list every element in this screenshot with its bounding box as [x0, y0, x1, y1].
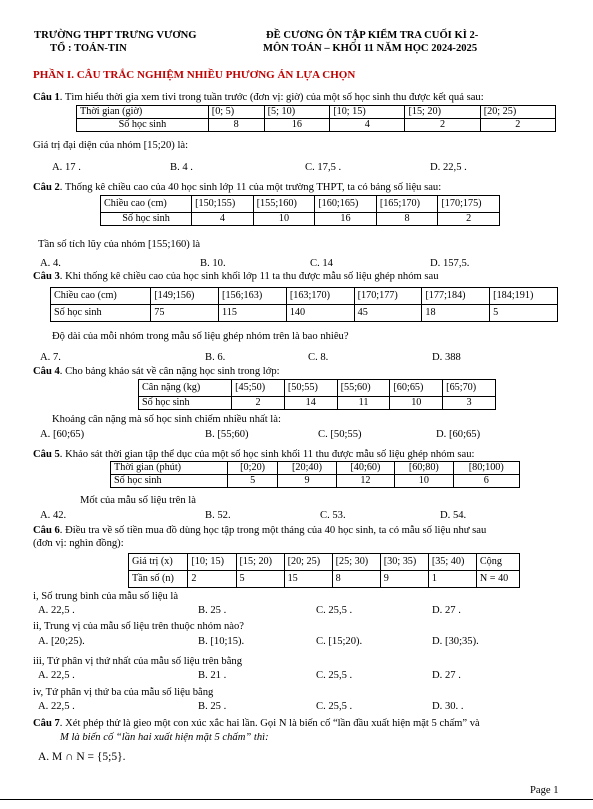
q6-iii-option-b: B. 21 . — [198, 670, 227, 681]
q1-option-b: B. 4 . — [170, 162, 193, 173]
q6-iii-option-d: D. 27 . — [432, 670, 461, 681]
q2-option-b: B. 10. — [200, 258, 226, 269]
q6-i-option-b: B. 25 . — [198, 605, 227, 616]
question-5: Câu 5. Khảo sát thời gian tập thể dục của một số học sinh khối 11 thu được mẫu số liệu ghép nhóm sau: — [33, 449, 475, 460]
page-number: Page 1 — [530, 785, 559, 796]
q4-prompt: Khoảng cân nặng mà số học sinh chiếm nhiều nhất là: — [52, 414, 281, 425]
q1-prompt: Giá trị đại diện của nhóm [15;20) là: — [33, 140, 189, 151]
q3-option-d: D. 388 — [432, 352, 461, 363]
q7-option-a: A. M ∩ N = {5;5}. — [38, 751, 126, 763]
q1-option-a: A. 17 . — [52, 162, 81, 173]
q6-sub-iii: iii, Tứ phân vị thứ nhất của mẫu số liệu trên bằng — [33, 656, 242, 667]
q2-prompt: Tần số tích lũy của nhóm [155;160) là — [38, 239, 201, 250]
q6-ii-option-a: A. [20;25). — [38, 636, 85, 647]
q6-i-option-a: A. 22,5 . — [38, 605, 75, 616]
q6-iv-option-b: B. 25 . — [198, 701, 227, 712]
question-2: Câu 2. Thống kê chiều cao của 40 học sinh lớp 11 của một trường THPT, ta có bảng số liệu sau: — [33, 182, 442, 193]
q5-prompt: Mốt của mẫu số liệu trên là — [80, 495, 196, 506]
q5-table: Thời gian (phút) [0;20) [20;40) [40;60) [60;80) [80;100) Số học sinh 5 9 12 10 6 — [110, 461, 520, 488]
q6-table: Giá trị (x) [10; 15) [15; 20) [20; 25) [25; 30) [30; 35) [35; 40) Cộng Tần số (n) 2 5 15 8 9 1 N = 40 — [128, 553, 520, 588]
q3-option-a: A. 7. — [40, 352, 61, 363]
q4-option-a: A. [60;65) — [40, 429, 85, 440]
q4-option-d: D. [60;65) — [436, 429, 481, 440]
q6-iv-option-a: A. 22,5 . — [38, 701, 75, 712]
q6-ii-option-b: B. [10;15). — [198, 636, 245, 647]
q2-table: Chiều cao (cm) [150;155) [155;160) [160;165) [165;170) [170;175) Số học sinh 4 10 16 8 2 — [100, 195, 500, 226]
footer-rule — [0, 799, 593, 800]
q6-iii-option-c: C. 25,5 . — [316, 670, 353, 681]
q2-option-c: C. 14 — [310, 258, 333, 269]
q6-sub-ii: ii, Trung vị của mẫu số liệu trên thuộc nhóm nào? — [33, 621, 244, 632]
q6-ii-option-c: C. [15;20). — [316, 636, 363, 647]
q6-i-option-d: D. 27 . — [432, 605, 461, 616]
q6-iii-option-a: A. 22,5 . — [38, 670, 75, 681]
q5-option-c: C. 53. — [320, 510, 346, 521]
q2-option-a: A. 4. — [40, 258, 61, 269]
q6-unit-note: (đơn vị: nghìn đồng): — [33, 538, 124, 549]
q7-line2: M là biến cố “lần hai xuất hiện mặt 5 chấm” thì: — [60, 732, 269, 743]
question-6: Câu 6. Điều tra về số tiền mua đồ dùng học tập trong một tháng của 40 học sinh, ta có mẫu số liệu như sau — [33, 525, 487, 536]
doc-title-line2: MÔN TOÁN – KHỐI 11 NĂM HỌC 2024-2025 — [263, 43, 478, 54]
q6-iv-option-c: C. 25,5 . — [316, 701, 353, 712]
q3-prompt: Độ dài của mỗi nhóm trong mẫu số liệu ghép nhóm trên là bao nhiêu? — [52, 331, 349, 342]
q1-table: Thời gian (giờ) [0; 5) [5; 10) [10; 15) [15; 20) [20; 25) Số học sinh 8 16 4 2 2 — [76, 105, 556, 132]
q6-i-option-c: C. 25,5 . — [316, 605, 353, 616]
q2-option-d: D. 157,5. — [430, 258, 470, 269]
department-name: TỔ : TOÁN-TIN — [50, 43, 127, 54]
question-7: Câu 7. Xét phép thử là gieo một con xúc xắc hai lần. Gọi N là biến cố “lần đầu xuất hiện mặt 5 chấm” và — [33, 718, 480, 729]
q3-option-c: C. 8. — [308, 352, 329, 363]
q6-ii-option-d: D. [30;35). — [432, 636, 479, 647]
doc-title-line1: ĐỀ CƯƠNG ÔN TẬP KIỂM TRA CUỐI KÌ 2- — [266, 30, 479, 41]
q5-option-b: B. 52. — [205, 510, 231, 521]
q3-option-b: B. 6. — [205, 352, 226, 363]
q5-option-a: A. 42. — [40, 510, 67, 521]
q5-option-d: D. 54. — [440, 510, 467, 521]
q1-option-c: C. 17,5 . — [305, 162, 342, 173]
school-name: TRƯỜNG THPT TRƯNG VƯƠNG — [34, 30, 197, 41]
question-1: Câu 1. Tìm hiểu thời gia xem tivi trong tuần trước (đơn vị: giờ) của một số học sinh thu được kết quả sau: — [33, 92, 484, 103]
q6-iv-option-d: D. 30. . — [432, 701, 464, 712]
question-4: Câu 4. Cho bảng khảo sát về cân nặng học sinh trong lớp: — [33, 366, 280, 377]
q1-option-d: D. 22,5 . — [430, 162, 467, 173]
section-title: PHẦN I. CÂU TRẮC NGHIỆM NHIỀU PHƯƠNG ÁN LỰA CHỌN — [33, 69, 356, 81]
q4-option-b: B. [55;60) — [205, 429, 249, 440]
q3-table: Chiều cao (cm) [149;156) [156;163) [163;170) [170;177) [177;184) [184;191) Số học sinh 75 115 140 45 18 5 — [50, 287, 558, 322]
q4-table: Cân nặng (kg) [45;50) [50;55) [55;60) [60;65) [65;70) Số học sinh 2 14 11 10 3 — [138, 379, 496, 410]
q6-sub-i: i, Số trung bình của mẫu số liệu là — [33, 591, 179, 602]
q4-option-c: C. [50;55) — [318, 429, 362, 440]
q6-sub-iv: iv, Tứ phân vị thứ ba của mẫu số liệu bằng — [33, 687, 214, 698]
question-3: Câu 3. Khi thống kê chiều cao của học sinh khối lớp 11 ta thu được mẫu số liệu ghép nhóm sau — [33, 271, 439, 282]
